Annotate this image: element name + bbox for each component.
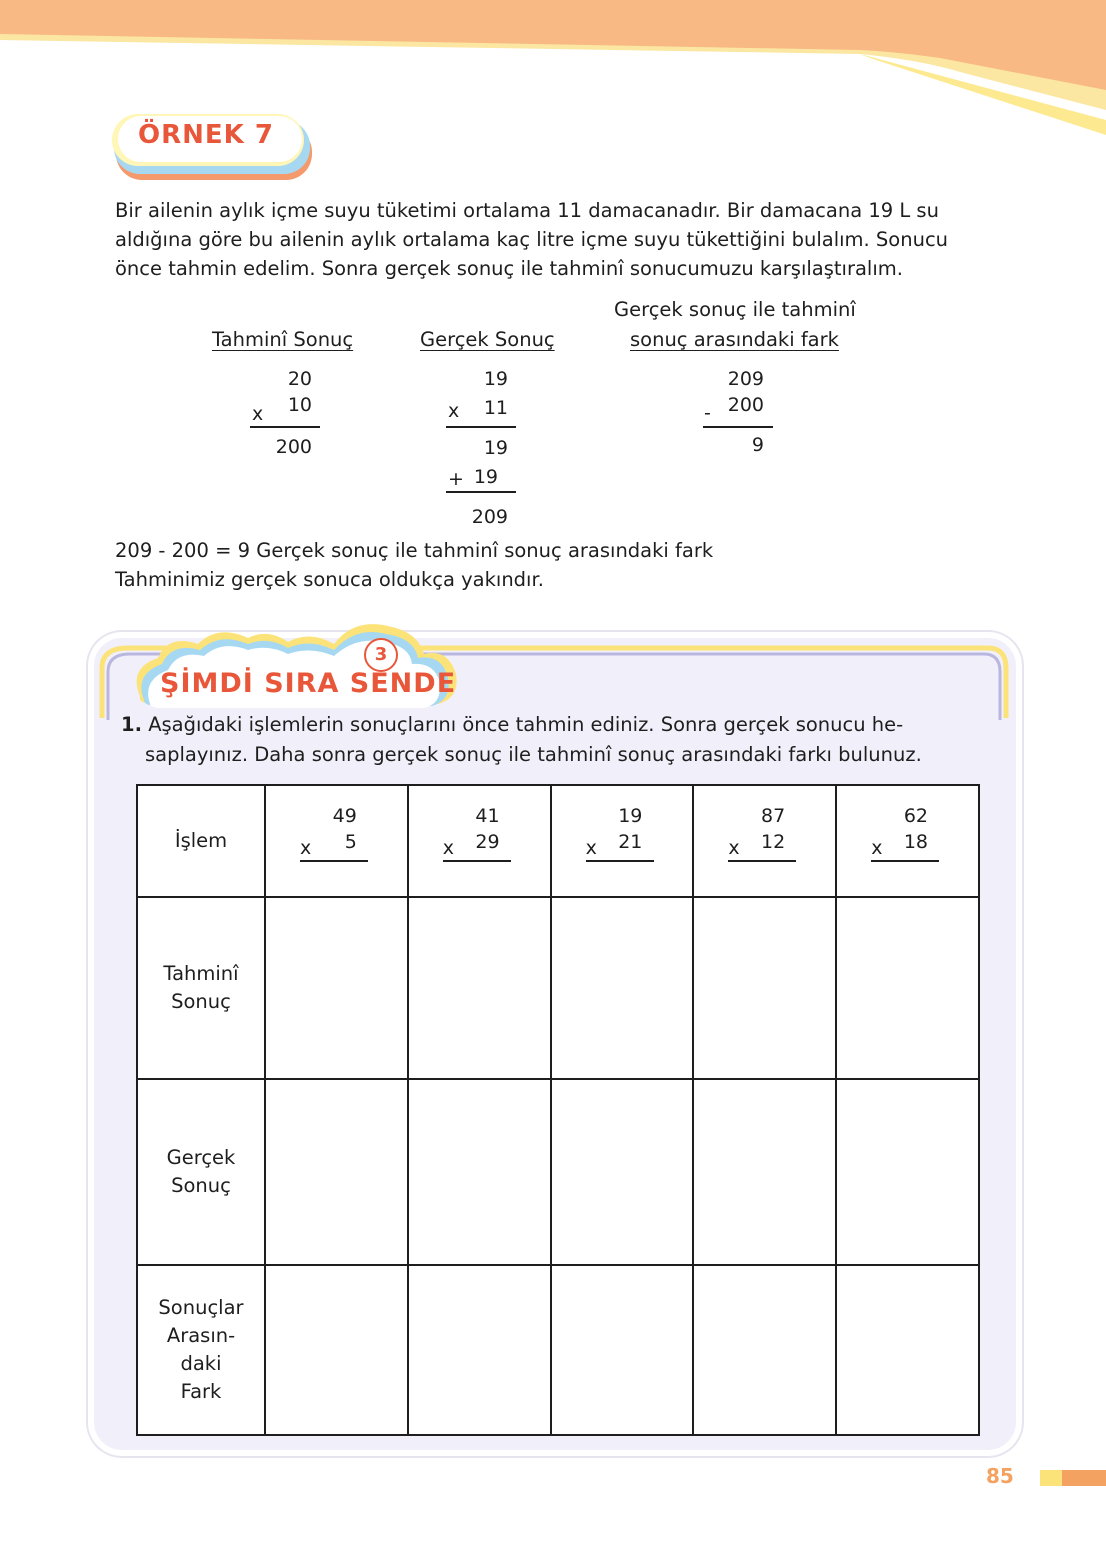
operand-a: 41	[475, 805, 500, 827]
diff-operator: -	[704, 402, 711, 424]
estimate-result: 200	[275, 436, 312, 458]
operation-rule	[300, 860, 368, 862]
operator: x	[871, 837, 883, 859]
question-number: 1.	[121, 713, 142, 736]
diff-operand-a: 209	[727, 368, 764, 390]
question-1	[121, 710, 981, 770]
table-row	[137, 1265, 979, 1435]
answer-cell[interactable]	[408, 1079, 551, 1265]
example-title: ÖRNEK 7	[138, 120, 274, 150]
exercise-table	[136, 784, 980, 1436]
operand-b: 5	[344, 831, 357, 853]
label-line: Sonuç	[171, 1174, 231, 1197]
label-line: Sonuç	[171, 990, 231, 1013]
estimate-heading: Tahminî Sonuç	[212, 328, 354, 351]
section-title: ŞİMDİ SIRA SENDE	[160, 668, 457, 699]
section-number-badge: 3	[364, 638, 398, 672]
page-number-bar-yellow	[1040, 1470, 1062, 1486]
estimate-rule	[250, 426, 320, 428]
label-line: Gerçek	[166, 1146, 236, 1169]
actual-plus: +	[448, 468, 464, 490]
operation-cell	[693, 785, 836, 897]
summary-line: 209 - 200 = 9 Gerçek sonuç ile tahminî sonuç arasındaki fark	[115, 539, 714, 562]
estimate-operand-b: 10	[287, 394, 312, 416]
answer-cell[interactable]	[551, 1265, 694, 1435]
diff-operand-b: 200	[727, 394, 764, 416]
operator: x	[300, 837, 312, 859]
label-line: Arasın-	[166, 1324, 236, 1347]
label-line: Fark	[180, 1380, 222, 1403]
paragraph-line: önce tahmin edelim. Sonra gerçek sonuç ile tahminî sonucumuzu karşılaştıralım.	[115, 257, 903, 280]
label-line: daki	[180, 1352, 222, 1375]
answer-cell[interactable]	[265, 1265, 408, 1435]
table-row	[137, 897, 979, 1079]
example-paragraph	[115, 196, 995, 283]
operand-b: 12	[761, 831, 786, 853]
actual-operand-b: 11	[483, 397, 508, 419]
operand-b: 21	[618, 831, 643, 853]
operator: x	[442, 837, 455, 859]
summary-line: Tahminimiz gerçek sonuca oldukça yakındır.	[115, 568, 544, 591]
operation-rule	[871, 860, 939, 862]
estimate-operand-a: 20	[287, 368, 312, 390]
difference-heading-line1: Gerçek sonuç ile tahminî	[614, 298, 856, 321]
answer-cell[interactable]	[551, 1079, 694, 1265]
estimate-operator: x	[252, 403, 264, 425]
answer-cell[interactable]	[265, 1079, 408, 1265]
paragraph-line: aldığına göre bu ailenin aylık ortalama kaç litre içme suyu tükettiğini bulalım. Sonucu	[115, 228, 949, 251]
diff-rule	[703, 426, 773, 428]
question-text-line1: Aşağıdaki işlemlerin sonuçlarını önce tahmin ediniz. Sonra gerçek sonucu he-	[148, 713, 904, 736]
operation-cell	[408, 785, 551, 897]
operator: x	[728, 837, 740, 859]
operator: x	[585, 837, 597, 859]
operand-b: 18	[903, 831, 928, 853]
answer-cell[interactable]	[693, 1079, 836, 1265]
actual-partial-1: 19	[483, 437, 508, 459]
operand-a: 62	[903, 805, 928, 827]
actual-operator: x	[448, 400, 460, 422]
operand-a: 87	[761, 805, 786, 827]
example-summary	[115, 536, 713, 594]
operation-cell	[265, 785, 408, 897]
answer-cell[interactable]	[836, 897, 979, 1079]
label-line: Tahminî	[163, 962, 239, 985]
actual-heading: Gerçek Sonuç	[420, 328, 555, 351]
actual-rule-1	[446, 426, 516, 428]
answer-cell[interactable]	[693, 1265, 836, 1435]
actual-rule-2	[446, 491, 516, 493]
row-label-estimate	[137, 897, 265, 1079]
table-row	[137, 1079, 979, 1265]
label-line: Sonuçlar	[158, 1296, 244, 1319]
actual-partial-2: 19	[473, 466, 498, 488]
answer-cell[interactable]	[408, 1265, 551, 1435]
answer-cell[interactable]	[693, 897, 836, 1079]
page-number-bar-orange	[1062, 1470, 1106, 1486]
answer-cell[interactable]	[836, 1079, 979, 1265]
operand-b: 29	[475, 831, 500, 853]
answer-cell[interactable]	[836, 1265, 979, 1435]
answer-cell[interactable]	[551, 897, 694, 1079]
paragraph-line: Bir ailenin aylık içme suyu tüketimi ortalama 11 damacanadır. Bir damacana 19 L su	[115, 199, 939, 222]
operation-cell	[551, 785, 694, 897]
operand-a: 19	[618, 805, 643, 827]
difference-heading-line2: sonuç arasındaki fark	[630, 328, 839, 351]
actual-operand-a: 19	[483, 368, 508, 390]
answer-cell[interactable]	[408, 897, 551, 1079]
operation-rule	[443, 860, 511, 862]
row-label-actual	[137, 1079, 265, 1265]
diff-result: 9	[751, 434, 764, 456]
table-row	[137, 785, 979, 897]
actual-result: 209	[471, 506, 508, 528]
operation-rule	[586, 860, 654, 862]
operation-rule	[728, 860, 796, 862]
row-label-operation: İşlem	[137, 785, 265, 897]
operand-a: 49	[332, 805, 357, 827]
question-text-line2: saplayınız. Daha sonra gerçek sonuç ile tahminî sonuç arasındaki farkı bulunuz.	[145, 743, 922, 766]
operation-cell	[836, 785, 979, 897]
answer-cell[interactable]	[265, 897, 408, 1079]
row-label-difference	[137, 1265, 265, 1435]
page-number: 85	[986, 1464, 1014, 1488]
